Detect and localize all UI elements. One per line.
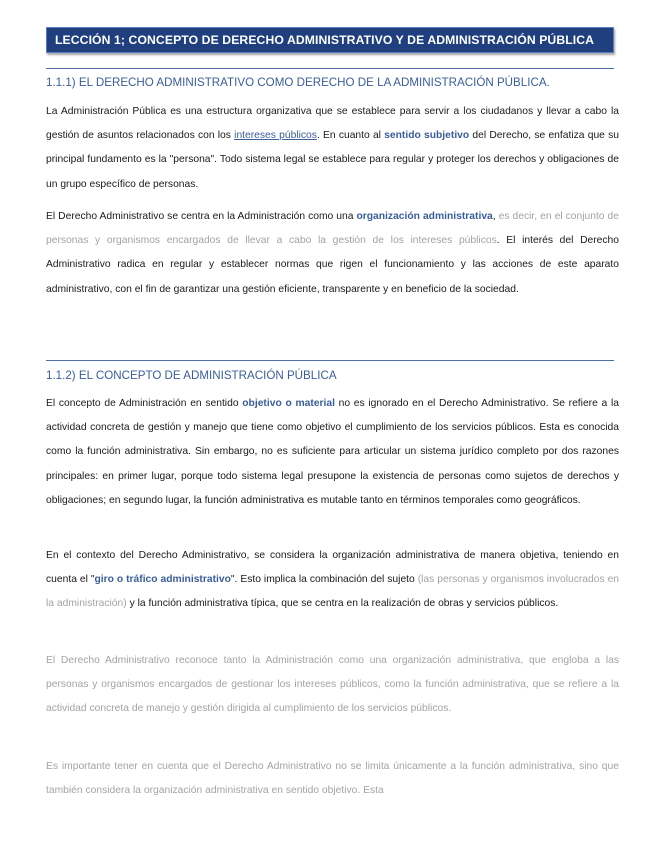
text-run: ". Esto implica la combinación del sujeto [230, 574, 418, 586]
section-heading: 1.1.1) EL DERECHO ADMINISTRATIVO COMO DERECHO DE LA ADMINISTRACIÓN PÚBLICA. [46, 76, 550, 89]
text-run: El concepto de Administración en sentido [46, 398, 243, 409]
keyword: organización administrativa [356, 211, 493, 222]
faded-text: (las personas y organismos involucrados en la administración) [46, 574, 620, 610]
section-heading: 1.1.2) EL CONCEPTO DE ADMINISTRACIÓN PÚBLICA [46, 369, 337, 382]
lesson-title-banner [46, 27, 614, 53]
keyword: objetivo o material [242, 398, 335, 409]
paragraph [46, 205, 619, 302]
text-run: y la función administrativa típica, que se centra en la realización de obras y servicios públicos. [126, 598, 559, 610]
text-run: . En cuanto al [316, 130, 385, 142]
section-divider [46, 68, 614, 69]
text-run: La Administración Pública es una estructura organizativa que se establece para servir a los ciudadanos y llevar a cabo la gestión de asuntos relacionados con los [46, 106, 619, 142]
intereses-publicos-link[interactable]: intereses públicos [234, 130, 317, 142]
text-run: no es ignorado en el Derecho Administrativo. Se refiere a la actividad concreta de gestión y manejo que tiene como objetivo el cumplimiento de los servicios públicos. Esta es conocida como la función administrativa. Sin embargo, no es suficiente para articular un sistema jurídico completo por dos razones principales: en primer lugar, porque todo sistema legal presupone la existencia de personas como sujetos de derechos y obligaciones; en segundo lugar, la función administrativa es mutable tanto en términos temporales como geográficos. [46, 398, 619, 506]
lesson-title: LECCIÓN 1; CONCEPTO DE DERECHO ADMINISTRATIVO Y DE ADMINISTRACIÓN PÚBLICA [55, 33, 595, 47]
paragraph [46, 100, 619, 197]
paragraph [46, 544, 619, 617]
keyword: giro o tráfico administrativo [94, 574, 231, 586]
text-run: En el contexto del Derecho Administrativo, se considera la organización administrativa de manera objetiva, teniendo en cuenta el " [46, 550, 619, 586]
faded-text: es decir, en el conjunto de personas y organismos encargados de llevar a cabo la gestión de los intereses públicos [46, 211, 619, 247]
text-run: , [492, 211, 499, 222]
keyword: sentido subjetivo [384, 130, 470, 142]
paragraph: El Derecho Administrativo reconoce tanto la Administración como una organización administrativa, que engloba a las personas y organismos encargados de gestionar los intereses públicos, como la función administrativa, que se refiere a la actividad concreta de manejo y gestión dirigida al cumplimiento de los servicios públicos. [46, 655, 619, 715]
section-divider [46, 360, 614, 361]
text-run: del Derecho, se enfatiza que su principal fundamento es la "persona". Todo sistema legal se establece para regular y proteger los derechos y obligaciones de un grupo específico de personas. [46, 130, 619, 190]
paragraph [46, 392, 619, 513]
paragraph: Es importante tener en cuenta que el Derecho Administrativo no se limita únicamente a la función administrativa, sino que también considera la organización administrativa en sentido objetivo. Esta [46, 761, 619, 797]
text-run: El Derecho Administrativo se centra en la Administración como una [46, 211, 357, 222]
text-run: . El interés del Derecho Administrativo radica en regular y establecer normas que rigen el funcionamiento y las acciones de este aparato administrativo, con el fin de garantizar una gestión eficiente, transparente y en beneficio de la sociedad. [46, 235, 619, 295]
